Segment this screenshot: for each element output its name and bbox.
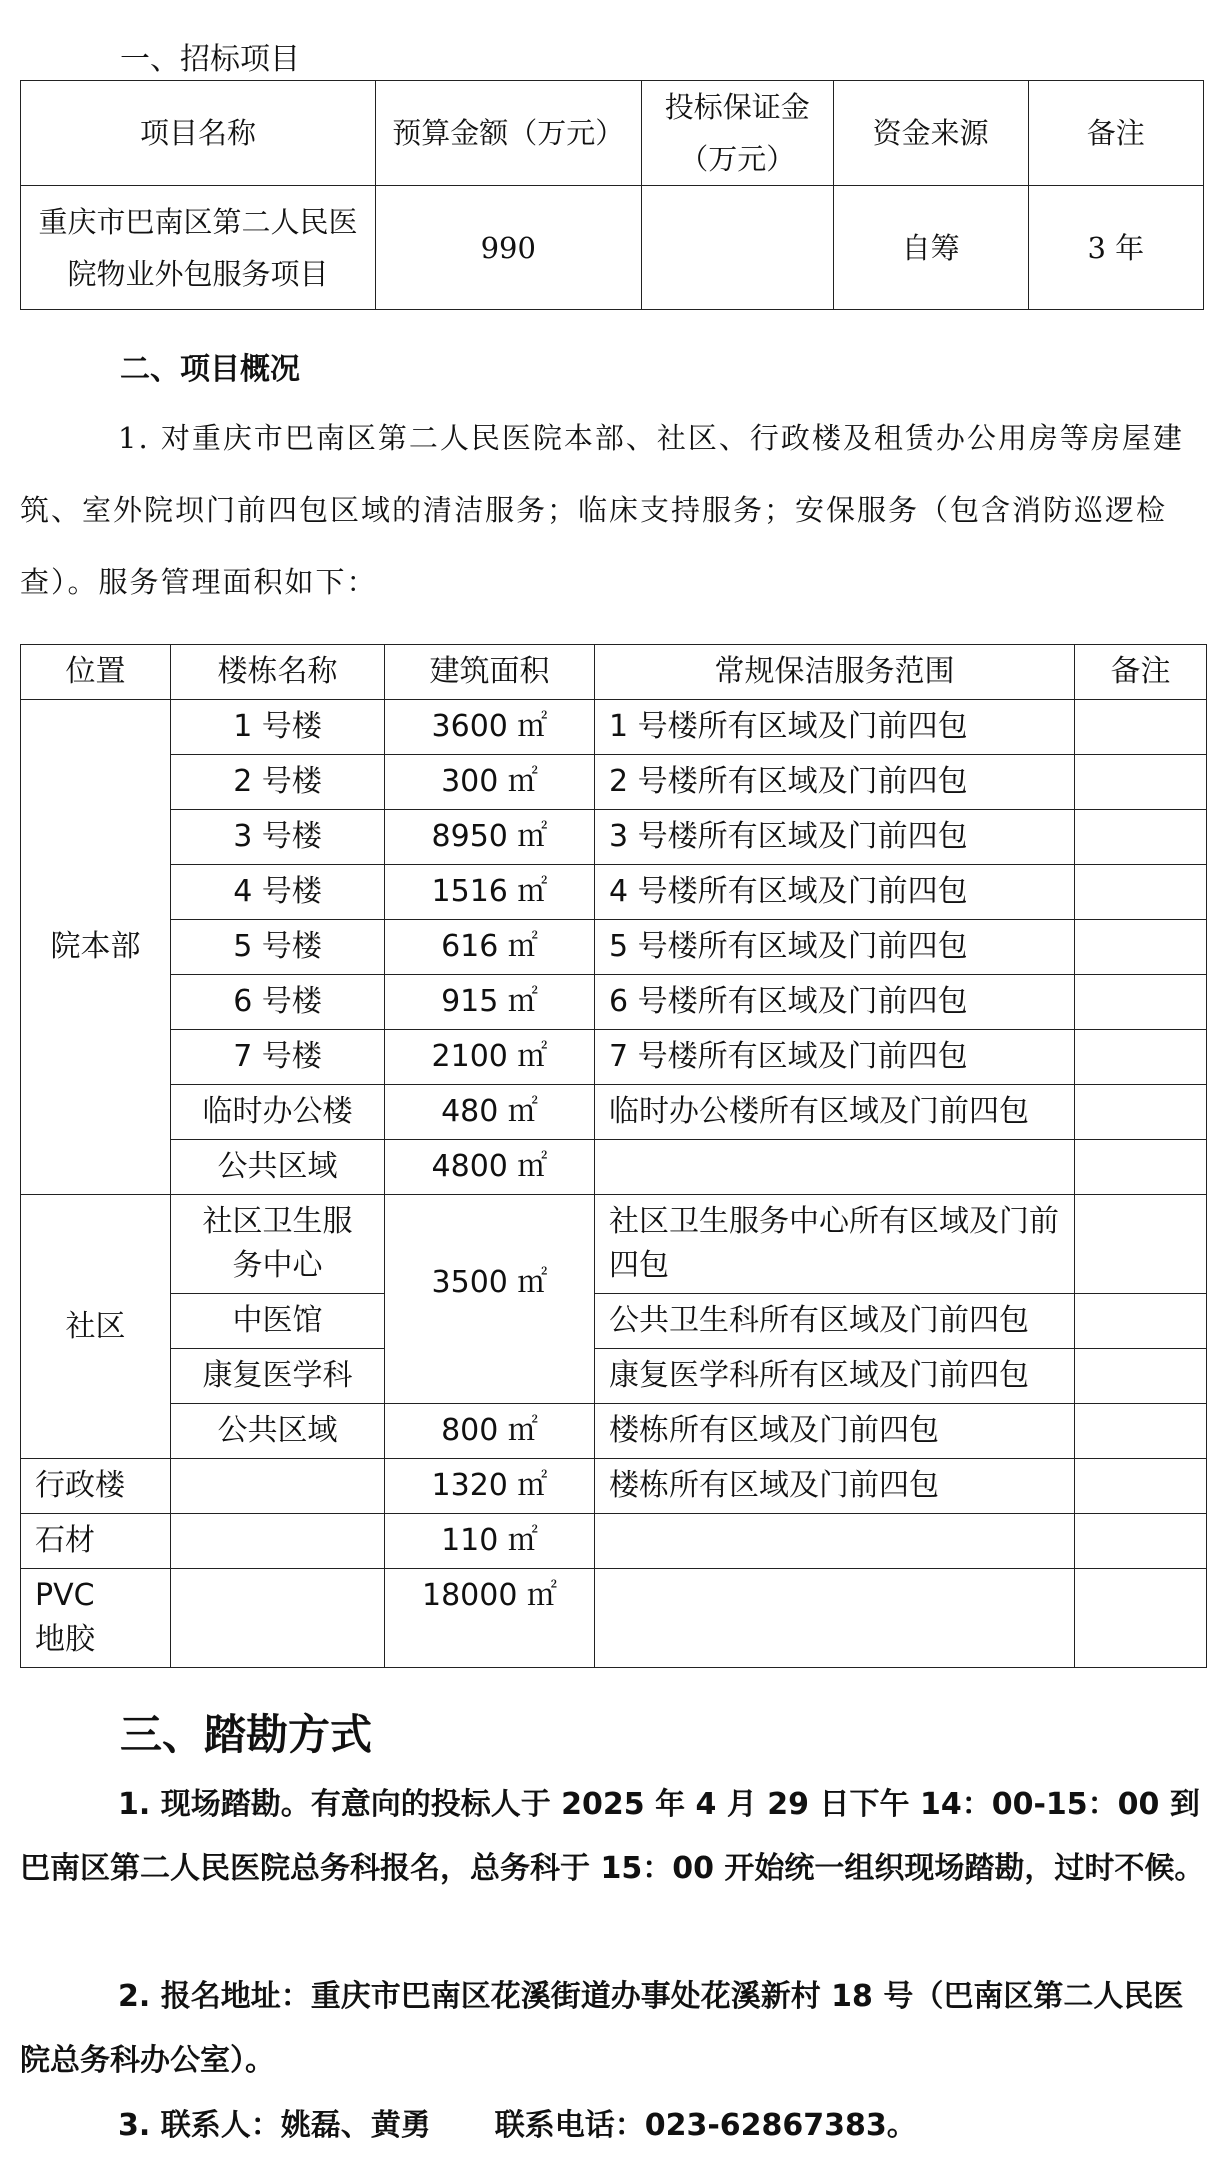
area-cell: 616 ㎡: [385, 920, 595, 975]
scope-cell: 楼栋所有区域及门前四包: [595, 1404, 1075, 1459]
header-area: 建筑面积: [385, 645, 595, 700]
building-cell: 2 号楼: [171, 755, 385, 810]
area-cell: 2100 ㎡: [385, 1030, 595, 1085]
scope-cell: [595, 1140, 1075, 1195]
registration-address-paragraph: 2. 报名地址：重庆市巴南区花溪街道办事处花溪新村 18 号（巴南区第二人民医院总务科办公室）。: [20, 1979, 1184, 2078]
building-cell: 公共区域: [171, 1404, 385, 1459]
fund-source-value: 自筹: [833, 186, 1028, 310]
location-pvc-flooring: PVC 地胶: [21, 1569, 171, 1668]
building-cell: 5 号楼: [171, 920, 385, 975]
area-cell: 8950 ㎡: [385, 810, 595, 865]
location-stone: 石材: [21, 1514, 171, 1569]
scope-cell: [595, 1569, 1075, 1668]
area-cell: 3600 ㎡: [385, 700, 595, 755]
header-fund-source: 资金来源: [833, 81, 1028, 186]
area-cell: 480 ㎡: [385, 1085, 595, 1140]
scope-cell: 7 号楼所有区域及门前四包: [595, 1030, 1075, 1085]
table-row: [21, 1030, 1207, 1085]
building-cell: 3 号楼: [171, 810, 385, 865]
section-2-title: 二、项目概况: [120, 352, 300, 387]
contact-persons: 3. 联系人：姚磊、黄勇: [118, 2108, 431, 2143]
table-header-row: [21, 645, 1207, 700]
building-cell: 6 号楼: [171, 975, 385, 1030]
site-visit-paragraph: 1. 现场踏勘。有意向的投标人于 2025 年 4 月 29 日下午 14：00-15：00 到巴南区第二人民医院总务科报名，总务科于 15：00 开始统一组织现场踏勘，过时不候。: [20, 1787, 1205, 1886]
area-cell: 18000 ㎡: [385, 1569, 595, 1668]
note-cell: [1075, 975, 1207, 1030]
location-main-campus: 院本部: [21, 700, 171, 1195]
building-cell: 公共区域: [171, 1140, 385, 1195]
scope-cell: 康复医学科所有区域及门前四包: [595, 1349, 1075, 1404]
scope-cell: 3 号楼所有区域及门前四包: [595, 810, 1075, 865]
building-cell: 社区卫生服务中心: [171, 1195, 385, 1294]
table-row: [21, 1514, 1207, 1569]
contact-paragraph: [20, 2094, 1212, 2158]
table-row: [21, 755, 1207, 810]
area-cell: 800 ㎡: [385, 1404, 595, 1459]
section-3-title: 三、踏勘方式: [120, 1710, 373, 1759]
building-cell: 中医馆: [171, 1294, 385, 1349]
note-cell: [1075, 1085, 1207, 1140]
table-row: [21, 865, 1207, 920]
scope-cell: 楼栋所有区域及门前四包: [595, 1459, 1075, 1514]
table-row: [21, 1085, 1207, 1140]
table-row: [21, 810, 1207, 865]
area-cell: 1320 ㎡: [385, 1459, 595, 1514]
area-cell: 300 ㎡: [385, 755, 595, 810]
contact-phone: 联系电话：023-62867383。: [494, 2108, 917, 2143]
header-location: 位置: [21, 645, 171, 700]
area-cell: 915 ㎡: [385, 975, 595, 1030]
note-cell: [1075, 865, 1207, 920]
table-row: [21, 186, 1204, 310]
building-cell: 1 号楼: [171, 700, 385, 755]
table-row: [21, 700, 1207, 755]
project-overview-paragraph: 1. 对重庆市巴南区第二人民医院本部、社区、行政楼及租赁办公用房等房屋建筑、室外院坝门前四包区域的清洁服务；临床支持服务；安保服务（包含消防巡逻检查）。服务管理面积如下：: [20, 421, 1184, 599]
scope-cell: 4 号楼所有区域及门前四包: [595, 865, 1075, 920]
scope-cell: 社区卫生服务中心所有区域及门前四包: [595, 1195, 1075, 1294]
header-note: 备注: [1028, 81, 1203, 186]
scope-cell: 2 号楼所有区域及门前四包: [595, 755, 1075, 810]
building-cell: 临时办公楼: [171, 1085, 385, 1140]
service-area-table: [20, 644, 1207, 1668]
scope-cell: 公共卫生科所有区域及门前四包: [595, 1294, 1075, 1349]
header-deposit: 投标保证金（万元）: [641, 81, 833, 186]
scope-cell: 6 号楼所有区域及门前四包: [595, 975, 1075, 1030]
scope-cell: [595, 1514, 1075, 1569]
table-row: [21, 1294, 1207, 1349]
note-cell: [1075, 1294, 1207, 1349]
area-cell: 3500 ㎡: [385, 1195, 595, 1404]
table-row: [21, 920, 1207, 975]
section-1-title: 一、招标项目: [120, 42, 300, 77]
header-scope: 常规保洁服务范围: [595, 645, 1075, 700]
building-cell: [171, 1569, 385, 1668]
note-cell: [1075, 1569, 1207, 1668]
project-name: 重庆市巴南区第二人民医院物业外包服务项目: [21, 186, 376, 310]
note-cell: [1075, 1195, 1207, 1294]
note-cell: [1075, 1030, 1207, 1085]
note-cell: [1075, 1459, 1207, 1514]
header-project-name: 项目名称: [21, 81, 376, 186]
header-note: 备注: [1075, 645, 1207, 700]
table-row: [21, 1195, 1207, 1294]
deposit-value: [641, 186, 833, 310]
note-cell: [1075, 920, 1207, 975]
table-row: [21, 1404, 1207, 1459]
building-cell: [171, 1459, 385, 1514]
building-cell: 7 号楼: [171, 1030, 385, 1085]
table-row: [21, 975, 1207, 1030]
table-row: [21, 1349, 1207, 1404]
building-cell: [171, 1514, 385, 1569]
header-building: 楼栋名称: [171, 645, 385, 700]
area-cell: 1516 ㎡: [385, 865, 595, 920]
table-row: [21, 1459, 1207, 1514]
location-admin-building: 行政楼: [21, 1459, 171, 1514]
bid-project-table: [20, 80, 1204, 310]
table-row: [21, 1140, 1207, 1195]
note-cell: [1075, 700, 1207, 755]
table-header-row: [21, 81, 1204, 186]
area-cell: 110 ㎡: [385, 1514, 595, 1569]
location-community: 社区: [21, 1195, 171, 1459]
note-cell: [1075, 810, 1207, 865]
note-cell: [1075, 1514, 1207, 1569]
scope-cell: 1 号楼所有区域及门前四包: [595, 700, 1075, 755]
building-cell: 4 号楼: [171, 865, 385, 920]
table-row: [21, 1569, 1207, 1668]
header-budget: 预算金额（万元）: [375, 81, 641, 186]
note-cell: [1075, 1140, 1207, 1195]
building-cell: 康复医学科: [171, 1349, 385, 1404]
scope-cell: 5 号楼所有区域及门前四包: [595, 920, 1075, 975]
budget-value: 990: [375, 186, 641, 310]
scope-cell: 临时办公楼所有区域及门前四包: [595, 1085, 1075, 1140]
note-cell: [1075, 1349, 1207, 1404]
note-cell: [1075, 1404, 1207, 1459]
note-value: 3 年: [1028, 186, 1203, 310]
note-cell: [1075, 755, 1207, 810]
area-cell: 4800 ㎡: [385, 1140, 595, 1195]
